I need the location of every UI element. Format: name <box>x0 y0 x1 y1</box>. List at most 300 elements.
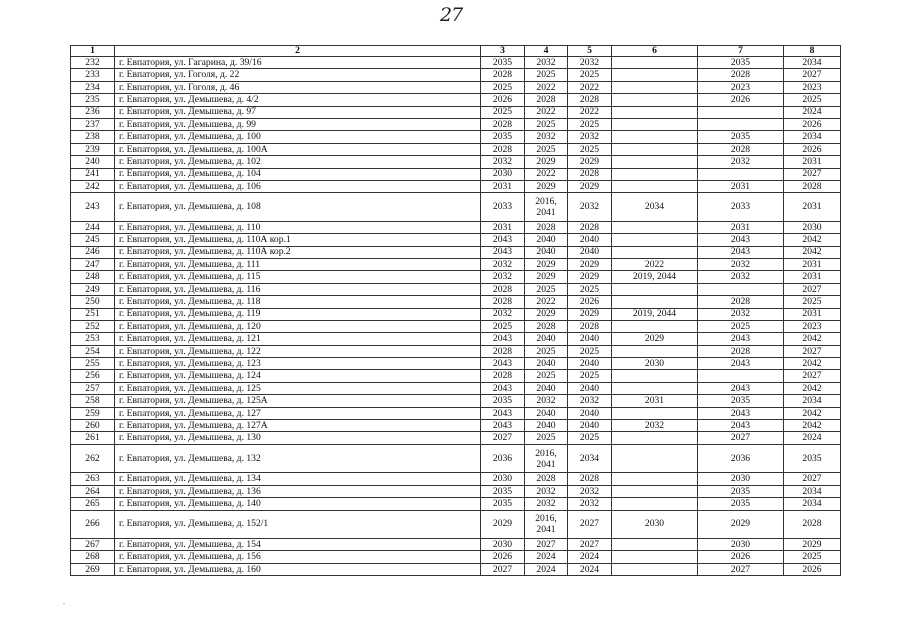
cell-row-number: 262 <box>71 444 115 473</box>
cell-col-3: 2035 <box>481 57 525 69</box>
cell-col-8: 2042 <box>784 333 841 345</box>
cell-col-4: 2024 <box>525 551 568 563</box>
cell-col-5: 2032 <box>568 193 612 222</box>
cell-col-5: 2028 <box>568 320 612 332</box>
table-row <box>71 333 841 345</box>
cell-address: г. Евпатория, ул. Демышева, д. 97 <box>115 106 481 118</box>
cell-col-3: 2025 <box>481 106 525 118</box>
table-row <box>71 498 841 510</box>
cell-row-number: 233 <box>71 69 115 81</box>
cell-col-7: 2043 <box>698 382 784 394</box>
cell-col-5: 2040 <box>568 358 612 370</box>
cell-col-4: 2022 <box>525 168 568 180</box>
cell-col-8: 2034 <box>784 395 841 407</box>
cell-col-4: 2027 <box>525 539 568 551</box>
cell-col-8: 2027 <box>784 69 841 81</box>
cell-row-number: 253 <box>71 333 115 345</box>
cell-col-6 <box>612 57 698 69</box>
cell-col-4: 2022 <box>525 296 568 308</box>
cell-col-5: 2029 <box>568 156 612 168</box>
cell-row-number: 232 <box>71 57 115 69</box>
cell-col-6 <box>612 407 698 419</box>
cell-col-8: 2035 <box>784 444 841 473</box>
cell-col-7: 2035 <box>698 57 784 69</box>
cell-col-6 <box>612 345 698 357</box>
cell-address: г. Евпатория, ул. Демышева, д. 115 <box>115 271 481 283</box>
cell-col-7: 2043 <box>698 234 784 246</box>
cell-col-6: 2030 <box>612 358 698 370</box>
cell-col-5: 2025 <box>568 69 612 81</box>
cell-col-5: 2040 <box>568 246 612 258</box>
cell-col-5: 2040 <box>568 234 612 246</box>
cell-col-6 <box>612 473 698 485</box>
cell-address: г. Евпатория, ул. Демышева, д. 152/1 <box>115 510 481 539</box>
cell-col-3: 2032 <box>481 258 525 270</box>
cell-col-4: 2029 <box>525 258 568 270</box>
cell-address: г. Евпатория, ул. Демышева, д. 132 <box>115 444 481 473</box>
cell-col-6 <box>612 156 698 168</box>
cell-row-number: 255 <box>71 358 115 370</box>
cell-col-4: 2032 <box>525 498 568 510</box>
cell-col-8: 2034 <box>784 57 841 69</box>
cell-col-7: 2043 <box>698 333 784 345</box>
cell-col-3: 2026 <box>481 551 525 563</box>
table-row <box>71 168 841 180</box>
cell-row-number: 266 <box>71 510 115 539</box>
cell-col-8: 2025 <box>784 551 841 563</box>
cell-col-8: 2031 <box>784 193 841 222</box>
cell-row-number: 246 <box>71 246 115 258</box>
cell-col-7: 2027 <box>698 432 784 444</box>
cell-col-5: 2028 <box>568 221 612 233</box>
cell-col-4: 2029 <box>525 271 568 283</box>
cell-col-6: 2030 <box>612 510 698 539</box>
cell-col-6 <box>612 246 698 258</box>
header-cell: 2 <box>115 46 481 57</box>
header-cell: 8 <box>784 46 841 57</box>
cell-col-3: 2027 <box>481 563 525 575</box>
cell-address: г. Евпатория, ул. Демышева, д. 100 <box>115 131 481 143</box>
cell-col-7: 2032 <box>698 271 784 283</box>
cell-col-6 <box>612 370 698 382</box>
cell-row-number: 240 <box>71 156 115 168</box>
cell-col-5: 2025 <box>568 345 612 357</box>
cell-col-7 <box>698 118 784 130</box>
cell-col-6 <box>612 180 698 192</box>
cell-col-8: 2026 <box>784 118 841 130</box>
cell-col-7: 2028 <box>698 143 784 155</box>
cell-col-5: 2040 <box>568 382 612 394</box>
cell-col-7: 2023 <box>698 81 784 93</box>
cell-row-number: 265 <box>71 498 115 510</box>
table-row <box>71 106 841 118</box>
cell-col-6 <box>612 444 698 473</box>
cell-col-7: 2030 <box>698 539 784 551</box>
table-row <box>71 432 841 444</box>
cell-address: г. Евпатория, ул. Демышева, д. 108 <box>115 193 481 222</box>
table-row <box>71 510 841 539</box>
cell-col-8: 2042 <box>784 234 841 246</box>
cell-col-3: 2033 <box>481 193 525 222</box>
table-row <box>71 143 841 155</box>
cell-col-6 <box>612 320 698 332</box>
cell-row-number: 259 <box>71 407 115 419</box>
cell-address: г. Евпатория, ул. Демышева, д. 125 <box>115 382 481 394</box>
cell-col-7: 2043 <box>698 358 784 370</box>
cell-col-3: 2028 <box>481 69 525 81</box>
cell-col-5: 2032 <box>568 498 612 510</box>
cell-col-6: 2029 <box>612 333 698 345</box>
cell-col-4: 2028 <box>525 320 568 332</box>
cell-col-3: 2032 <box>481 308 525 320</box>
cell-col-3: 2043 <box>481 358 525 370</box>
cell-col-6 <box>612 221 698 233</box>
cell-col-6 <box>612 551 698 563</box>
cell-col-3: 2025 <box>481 320 525 332</box>
cell-col-7: 2028 <box>698 296 784 308</box>
cell-col-5: 2032 <box>568 485 612 497</box>
cell-col-8: 2027 <box>784 168 841 180</box>
cell-col-8: 2027 <box>784 370 841 382</box>
table-row <box>71 473 841 485</box>
cell-col-4: 2025 <box>525 283 568 295</box>
cell-row-number: 238 <box>71 131 115 143</box>
cell-col-6: 2031 <box>612 395 698 407</box>
cell-col-6 <box>612 106 698 118</box>
cell-col-5: 2032 <box>568 395 612 407</box>
table-row <box>71 156 841 168</box>
cell-row-number: 251 <box>71 308 115 320</box>
cell-col-4: 2022 <box>525 106 568 118</box>
cell-col-4: 2032 <box>525 485 568 497</box>
cell-col-4: 2040 <box>525 333 568 345</box>
cell-col-5: 2025 <box>568 432 612 444</box>
header-cell: 7 <box>698 46 784 57</box>
cell-col-8: 2025 <box>784 296 841 308</box>
cell-row-number: 261 <box>71 432 115 444</box>
cell-col-8: 2028 <box>784 180 841 192</box>
cell-col-8: 2028 <box>784 510 841 539</box>
table-row <box>71 420 841 432</box>
cell-col-6 <box>612 283 698 295</box>
cell-col-5: 2028 <box>568 94 612 106</box>
cell-col-3: 2027 <box>481 432 525 444</box>
cell-col-7: 2026 <box>698 94 784 106</box>
cell-col-7: 2030 <box>698 473 784 485</box>
cell-address: г. Евпатория, ул. Демышева, д. 110А кор.2 <box>115 246 481 258</box>
cell-col-4: 2024 <box>525 563 568 575</box>
cell-col-7: 2025 <box>698 320 784 332</box>
cell-col-3: 2036 <box>481 444 525 473</box>
cell-address: г. Евпатория, ул. Демышева, д. 127 <box>115 407 481 419</box>
cell-col-3: 2028 <box>481 370 525 382</box>
table-row <box>71 234 841 246</box>
cell-col-3: 2043 <box>481 382 525 394</box>
cell-col-4: 2025 <box>525 143 568 155</box>
header-cell: 6 <box>612 46 698 57</box>
table-body <box>71 46 841 576</box>
cell-address: г. Евпатория, ул. Демышева, д. 111 <box>115 258 481 270</box>
cell-col-3: 2032 <box>481 271 525 283</box>
cell-col-5: 2029 <box>568 271 612 283</box>
cell-col-5: 2025 <box>568 370 612 382</box>
table-row <box>71 382 841 394</box>
cell-col-5: 2026 <box>568 296 612 308</box>
cell-row-number: 235 <box>71 94 115 106</box>
cell-col-5: 2028 <box>568 168 612 180</box>
table-row <box>71 258 841 270</box>
cell-address: г. Евпатория, ул. Демышева, д. 116 <box>115 283 481 295</box>
cell-col-7: 2035 <box>698 498 784 510</box>
cell-col-7: 2031 <box>698 221 784 233</box>
table-row <box>71 81 841 93</box>
cell-col-4: 2040 <box>525 407 568 419</box>
cell-col-3: 2030 <box>481 539 525 551</box>
cell-col-8: 2026 <box>784 563 841 575</box>
table-row <box>71 246 841 258</box>
cell-col-8: 2027 <box>784 473 841 485</box>
cell-col-7: 2035 <box>698 395 784 407</box>
cell-col-7 <box>698 106 784 118</box>
cell-col-4: 2016, 2041 <box>525 444 568 473</box>
header-row <box>71 46 841 57</box>
cell-col-5: 2040 <box>568 420 612 432</box>
cell-col-5: 2027 <box>568 539 612 551</box>
cell-col-7: 2035 <box>698 131 784 143</box>
cell-col-8: 2034 <box>784 131 841 143</box>
cell-col-3: 2030 <box>481 473 525 485</box>
cell-row-number: 236 <box>71 106 115 118</box>
table-row <box>71 296 841 308</box>
data-table <box>70 45 841 576</box>
cell-col-6 <box>612 234 698 246</box>
cell-col-8: 2042 <box>784 246 841 258</box>
table-row <box>71 485 841 497</box>
cell-col-6: 2032 <box>612 420 698 432</box>
cell-col-3: 2029 <box>481 510 525 539</box>
cell-col-6 <box>612 539 698 551</box>
cell-col-3: 2043 <box>481 234 525 246</box>
cell-col-3: 2028 <box>481 283 525 295</box>
cell-address: г. Евпатория, ул. Демышева, д. 160 <box>115 563 481 575</box>
cell-row-number: 254 <box>71 345 115 357</box>
cell-address: г. Евпатория, ул. Демышева, д. 118 <box>115 296 481 308</box>
cell-address: г. Евпатория, ул. Демышева, д. 100А <box>115 143 481 155</box>
cell-col-3: 2028 <box>481 345 525 357</box>
cell-col-6: 2022 <box>612 258 698 270</box>
cell-col-8: 2023 <box>784 320 841 332</box>
cell-col-4: 2029 <box>525 156 568 168</box>
cell-col-8: 2031 <box>784 156 841 168</box>
cell-col-6 <box>612 432 698 444</box>
cell-col-4: 2032 <box>525 131 568 143</box>
cell-col-6: 2034 <box>612 193 698 222</box>
cell-address: г. Евпатория, ул. Демышева, д. 125А <box>115 395 481 407</box>
cell-col-8: 2042 <box>784 420 841 432</box>
cell-col-6 <box>612 382 698 394</box>
cell-col-5: 2025 <box>568 118 612 130</box>
cell-address: г. Евпатория, ул. Демышева, д. 102 <box>115 156 481 168</box>
cell-col-8: 2027 <box>784 283 841 295</box>
cell-address: г. Евпатория, ул. Демышева, д. 130 <box>115 432 481 444</box>
cell-col-4: 2016, 2041 <box>525 510 568 539</box>
table-row <box>71 193 841 222</box>
cell-col-4: 2025 <box>525 69 568 81</box>
table-row <box>71 271 841 283</box>
cell-col-6 <box>612 118 698 130</box>
cell-col-3: 2028 <box>481 143 525 155</box>
cell-col-5: 2032 <box>568 131 612 143</box>
header-cell: 5 <box>568 46 612 57</box>
cell-col-7: 2026 <box>698 551 784 563</box>
cell-col-3: 2035 <box>481 498 525 510</box>
cell-col-7: 2035 <box>698 485 784 497</box>
cell-col-5: 2022 <box>568 81 612 93</box>
cell-col-7 <box>698 283 784 295</box>
cell-row-number: 249 <box>71 283 115 295</box>
cell-col-6 <box>612 143 698 155</box>
table-row <box>71 180 841 192</box>
cell-col-8: 2025 <box>784 94 841 106</box>
cell-col-8: 2042 <box>784 407 841 419</box>
cell-address: г. Евпатория, ул. Демышева, д. 120 <box>115 320 481 332</box>
cell-col-8: 2024 <box>784 106 841 118</box>
cell-address: г. Евпатория, ул. Демышева, д. 104 <box>115 168 481 180</box>
cell-address: г. Евпатория, ул. Демышева, д. 106 <box>115 180 481 192</box>
cell-col-5: 2040 <box>568 333 612 345</box>
cell-col-7: 2043 <box>698 407 784 419</box>
cell-address: г. Евпатория, ул. Демышева, д. 110А кор.1 <box>115 234 481 246</box>
cell-col-4: 2025 <box>525 345 568 357</box>
cell-col-7: 2027 <box>698 563 784 575</box>
table-row <box>71 370 841 382</box>
cell-row-number: 247 <box>71 258 115 270</box>
cell-col-5: 2029 <box>568 180 612 192</box>
cell-col-8: 2042 <box>784 382 841 394</box>
cell-col-4: 2040 <box>525 420 568 432</box>
cell-col-8: 2026 <box>784 143 841 155</box>
cell-col-3: 2043 <box>481 246 525 258</box>
scan-speck <box>63 603 65 604</box>
table-row <box>71 563 841 575</box>
table-row <box>71 118 841 130</box>
cell-col-7: 2032 <box>698 258 784 270</box>
cell-col-8: 2023 <box>784 81 841 93</box>
cell-col-6: 2019, 2044 <box>612 271 698 283</box>
cell-row-number: 269 <box>71 563 115 575</box>
cell-col-7 <box>698 370 784 382</box>
cell-col-5: 2025 <box>568 143 612 155</box>
table-row <box>71 358 841 370</box>
cell-col-4: 2040 <box>525 246 568 258</box>
cell-col-8: 2024 <box>784 432 841 444</box>
cell-row-number: 245 <box>71 234 115 246</box>
cell-col-6 <box>612 296 698 308</box>
cell-col-4: 2028 <box>525 473 568 485</box>
cell-col-8: 2034 <box>784 498 841 510</box>
cell-col-5: 2024 <box>568 563 612 575</box>
table-row <box>71 444 841 473</box>
cell-col-4: 2032 <box>525 57 568 69</box>
cell-col-4: 2040 <box>525 382 568 394</box>
table-row <box>71 308 841 320</box>
cell-row-number: 252 <box>71 320 115 332</box>
table-row <box>71 283 841 295</box>
cell-col-5: 2032 <box>568 57 612 69</box>
cell-col-4: 2025 <box>525 118 568 130</box>
cell-row-number: 268 <box>71 551 115 563</box>
cell-col-8: 2029 <box>784 539 841 551</box>
cell-col-5: 2034 <box>568 444 612 473</box>
cell-col-5: 2040 <box>568 407 612 419</box>
cell-col-3: 2043 <box>481 333 525 345</box>
cell-col-5: 2022 <box>568 106 612 118</box>
cell-address: г. Евпатория, ул. Демышева, д. 154 <box>115 539 481 551</box>
cell-row-number: 237 <box>71 118 115 130</box>
cell-col-7: 2028 <box>698 69 784 81</box>
cell-row-number: 267 <box>71 539 115 551</box>
cell-row-number: 250 <box>71 296 115 308</box>
cell-row-number: 243 <box>71 193 115 222</box>
cell-col-6 <box>612 131 698 143</box>
cell-col-4: 2040 <box>525 234 568 246</box>
cell-col-5: 2029 <box>568 258 612 270</box>
cell-col-4: 2028 <box>525 221 568 233</box>
cell-col-4: 2029 <box>525 308 568 320</box>
table-row <box>71 407 841 419</box>
cell-col-5: 2025 <box>568 283 612 295</box>
cell-row-number: 257 <box>71 382 115 394</box>
cell-col-8: 2030 <box>784 221 841 233</box>
cell-col-7: 2043 <box>698 420 784 432</box>
cell-col-3: 2026 <box>481 94 525 106</box>
table-row <box>71 221 841 233</box>
cell-address: г. Евпатория, ул. Гоголя, д. 22 <box>115 69 481 81</box>
cell-col-8: 2031 <box>784 271 841 283</box>
cell-row-number: 248 <box>71 271 115 283</box>
cell-address: г. Евпатория, ул. Демышева, д. 4/2 <box>115 94 481 106</box>
table-row <box>71 57 841 69</box>
cell-col-3: 2035 <box>481 395 525 407</box>
cell-col-6 <box>612 563 698 575</box>
table-row <box>71 320 841 332</box>
cell-col-4: 2028 <box>525 94 568 106</box>
table-row <box>71 345 841 357</box>
cell-row-number: 244 <box>71 221 115 233</box>
cell-col-6 <box>612 498 698 510</box>
cell-col-3: 2031 <box>481 180 525 192</box>
table-row <box>71 395 841 407</box>
header-cell: 3 <box>481 46 525 57</box>
cell-col-3: 2043 <box>481 420 525 432</box>
cell-col-8: 2034 <box>784 485 841 497</box>
cell-col-4: 2025 <box>525 370 568 382</box>
cell-col-6 <box>612 69 698 81</box>
cell-col-3: 2032 <box>481 156 525 168</box>
cell-col-6: 2019, 2044 <box>612 308 698 320</box>
cell-row-number: 239 <box>71 143 115 155</box>
cell-col-7: 2031 <box>698 180 784 192</box>
cell-col-7 <box>698 168 784 180</box>
cell-col-3: 2035 <box>481 485 525 497</box>
cell-address: г. Евпатория, ул. Демышева, д. 134 <box>115 473 481 485</box>
cell-col-7: 2028 <box>698 345 784 357</box>
cell-address: г. Евпатория, ул. Демышева, д. 136 <box>115 485 481 497</box>
cell-address: г. Евпатория, ул. Демышева, д. 119 <box>115 308 481 320</box>
page-number: 27 <box>440 4 463 26</box>
cell-col-6 <box>612 81 698 93</box>
cell-col-5: 2029 <box>568 308 612 320</box>
